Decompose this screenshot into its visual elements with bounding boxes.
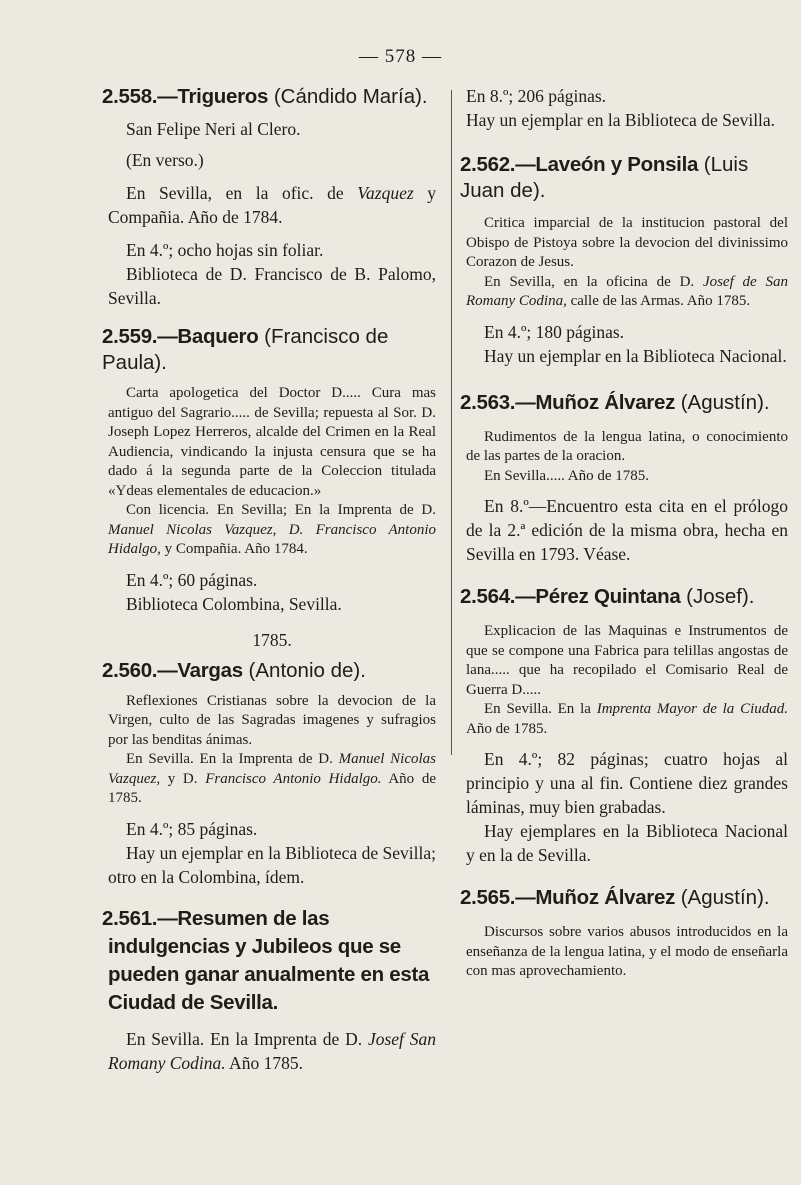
entry-2561-continued (466, 84, 788, 132)
entry-location: Hay un ejemplar en la Biblioteca de Sevilla; otro en la Colombina, ídem. (108, 842, 436, 887)
entry-title: Reflexiones Cristianas sobre la devocion de la Virgen, culto de las Sagradas imagenes y sufragios por las benditas ánimas. (108, 692, 436, 748)
right-column (460, 84, 789, 982)
entry-number: 2.559. (102, 325, 158, 348)
entry-author: —Baquero (157, 325, 259, 348)
entry-author-given: (Francisco de Paula). (102, 325, 389, 374)
year-heading: 1785. (252, 629, 292, 650)
entry-2559 (102, 324, 436, 652)
entry-author: —Trigueros (157, 85, 269, 108)
entry-title: Explicacion de las Maquinas e Instrumentos de que se compone una Fabrica para telillas angostas de lana..... que ha recopilado el Comisario Real de Guerra D..... (466, 623, 788, 698)
entry-2564 (460, 584, 789, 867)
entry-number: 2.565. (460, 886, 516, 909)
entry-title: San Felipe Neri al Clero. (126, 119, 301, 139)
entry-imprint: En Sevilla. En la Imprenta de D. Manuel Nicolas Vazquez, y D. Francisco Antonio Hidalgo. Año de 1785. (108, 751, 437, 806)
entry-imprint: En Sevilla..... Año de 1785. (484, 467, 649, 484)
entry-number: 2.560. (102, 658, 158, 682)
entry-title: Discursos sobre varios abusos introducidos en la enseñanza de la lengua latina, y el modo de enseñarla con mas aprovechamiento. (466, 924, 788, 979)
entry-format: En 4.º; ocho hojas sin foliar. (126, 240, 324, 260)
entry-2561 (102, 905, 436, 1075)
entry-location: Hay un ejemplar en la Biblioteca de Sevilla. (466, 110, 776, 130)
entry-number: 2.561. (102, 906, 158, 930)
entry-number: 2.558. (102, 85, 158, 108)
entry-heading (102, 905, 436, 1017)
entry-number: 2.562. (460, 153, 516, 176)
entry-author: —Vargas (157, 658, 243, 682)
entry-format: En 4.º; 85 páginas. (126, 818, 258, 839)
entry-format: En 8.º; 206 páginas. (466, 86, 607, 106)
entry-location: Hay ejemplares en la Biblioteca Nacional y en la de Sevilla. (466, 821, 788, 865)
entry-heading (102, 324, 436, 376)
entry-author-given: (Josef). (680, 585, 755, 608)
entry-note: (En verso.) (126, 150, 204, 170)
page-number: — 578 — (359, 46, 442, 67)
entry-heading (460, 584, 788, 610)
entry-heading (102, 84, 436, 110)
column-divider (451, 90, 452, 755)
entry-title: Rudimentos de la lengua latina, o conocimiento de las partes de la oracion. (466, 428, 788, 464)
entry-location: Hay un ejemplar en la Biblioteca Nacional. (484, 345, 787, 366)
entry-2562 (460, 152, 788, 368)
entry-author: —Muñoz Álvarez (515, 390, 676, 414)
entry-author-given: (Cándido María). (268, 85, 428, 108)
left-column (102, 84, 437, 1075)
entry-author-given: (Antonio de). (242, 658, 366, 682)
entry-format: En 4.º; 180 páginas. (484, 321, 625, 342)
entry-number: 2.563. (460, 390, 516, 414)
entry-format: En 4.º; 82 páginas; cuatro hojas al principio y una al fin. Contiene diez grandes láminas, muy bien grabadas. (466, 749, 788, 817)
entry-2558 (102, 84, 437, 310)
entry-imprint: En Sevilla. En la Imprenta Mayor de la Ciudad. Año de 1785. (466, 701, 789, 737)
entry-number: 2.564. (460, 585, 516, 608)
entry-author-given: (Agustín). (675, 390, 770, 414)
entry-author: —Muñoz Álvarez (515, 886, 676, 909)
entry-heading (460, 885, 788, 911)
entry-2560 (102, 658, 437, 889)
entry-title: Critica imparcial de la institucion pastoral del Obispo de Pistoya sobre la devocion del divinissimo Corazon de Jesus. (466, 215, 788, 270)
entry-author-given: (Luis Juan de). (460, 153, 749, 202)
entry-2565 (460, 885, 788, 982)
entry-author: —Pérez Quintana (515, 585, 681, 608)
entry-title: Carta apologetica del Doctor D..... Cura mas antiguo del Sagrario..... de Sevilla; repuesta al Sor. D. Joseph Lopez Herreros, alcalde del Crimen en la Real Audiencia, vindicando la injusta censura que se ha dado á la segunda parte de la Coleccion titulada «Ydeas elementales de educacion.» (108, 385, 436, 499)
entry-author: —Laveón y Ponsila (515, 153, 699, 176)
entry-imprint: Con licencia. En Sevilla; En la Imprenta de D. Manuel Nicolas Vazquez, D. Francisco Antonio Hidalgo, y Compañia. Año 1784. (108, 502, 436, 557)
entry-heading (102, 658, 436, 684)
entry-imprint: En Sevilla, en la ofic. de Vazquez y Compañia. Año de 1784. (108, 183, 437, 227)
entry-heading (460, 390, 788, 416)
entry-format: En 4.º; 60 páginas. (126, 569, 258, 590)
entry-title-heading: —Resumen de las indulgencias y Jubileos que se pueden ganar anualmente en esta Ciudad de Sevilla. (108, 906, 430, 1014)
entry-heading (460, 152, 788, 204)
entry-location: Biblioteca de D. Francisco de B. Palomo, Sevilla. (108, 264, 436, 308)
entry-format: En 8.º—Encuentro esta cita en el prólogo de la 2.ª edición de la misma obra, hecha en Sevilla en 1793. Véase. (466, 496, 788, 564)
entry-location: Biblioteca Colombina, Sevilla. (126, 593, 342, 614)
entry-imprint: En Sevilla. En la Imprenta de D. Josef San Romany Codina. Año 1785. (108, 1028, 436, 1073)
entry-imprint: En Sevilla, en la oficina de D. Josef de San Romany Codina, calle de las Armas. Año 1785. (466, 273, 788, 309)
entry-author-given: (Agustín). (675, 886, 770, 909)
entry-2563 (460, 390, 788, 567)
